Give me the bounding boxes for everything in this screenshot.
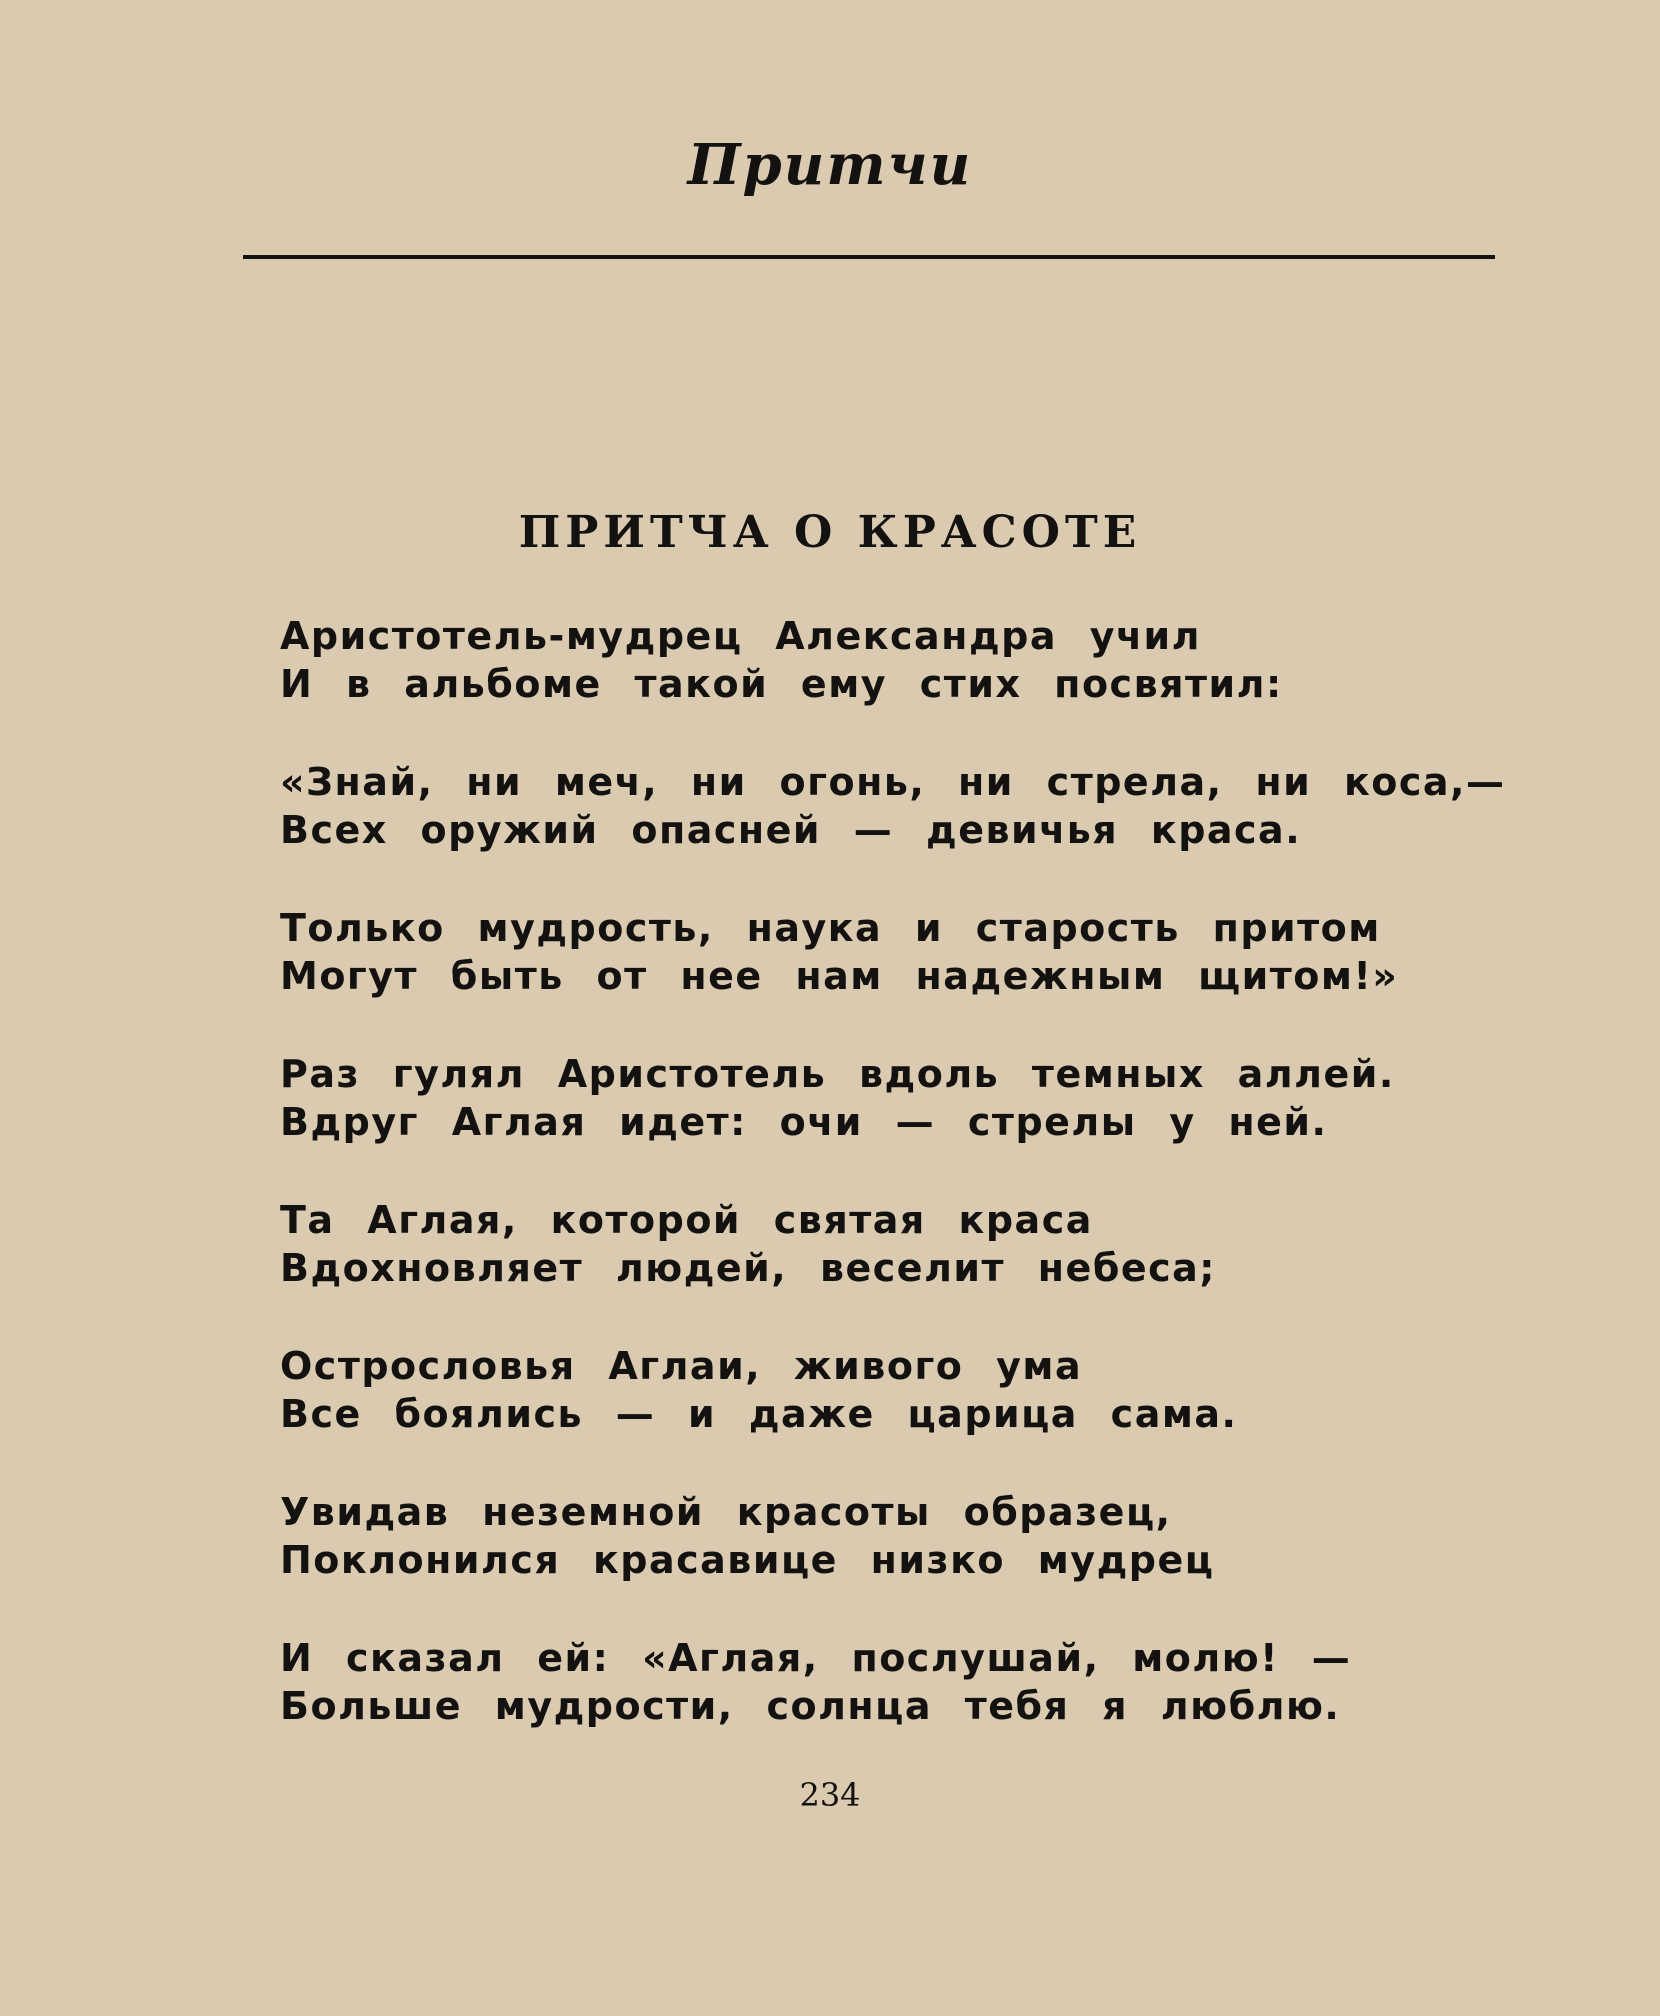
stanza bbox=[280, 1196, 1520, 1292]
stanza bbox=[280, 612, 1520, 708]
stanza bbox=[280, 1050, 1520, 1146]
poem-line: Та Аглая, которой святая краса bbox=[280, 1198, 1093, 1242]
stanza bbox=[280, 1342, 1520, 1438]
stanza bbox=[280, 1634, 1520, 1730]
poem-line: Все боялись — и даже царица сама. bbox=[280, 1392, 1238, 1436]
poem-line: Только мудрость, наука и старость притом bbox=[280, 906, 1381, 950]
poem-line: Увидав неземной красоты образец, bbox=[280, 1490, 1172, 1534]
stanza bbox=[280, 1488, 1520, 1584]
header-rule bbox=[243, 255, 1495, 259]
section-title: Притчи bbox=[687, 132, 973, 198]
poem-line: Аристотель-мудрец Александра учил bbox=[280, 614, 1202, 658]
poem-line: Всех оружий опасней — девичья краса. bbox=[280, 808, 1302, 852]
poem-line: Раз гулял Аристотель вдоль темных аллей. bbox=[280, 1052, 1395, 1096]
poem-title: ПРИТЧА О КРАСОТЕ bbox=[518, 507, 1142, 558]
stanza bbox=[280, 904, 1520, 1000]
poem-line: Вдохновляет людей, веселит небеса; bbox=[280, 1246, 1216, 1290]
poem-line: Вдруг Аглая идет: очи — стрелы у ней. bbox=[280, 1100, 1328, 1144]
poem-line: И сказал ей: «Аглая, послушай, молю! — bbox=[280, 1636, 1352, 1680]
poem-line: Могут быть от нее нам надежным щитом!» bbox=[280, 954, 1399, 998]
page-number: 234 bbox=[799, 1776, 861, 1814]
poem-line: Острословья Аглаи, живого ума bbox=[280, 1344, 1083, 1388]
poem-line: Поклонился красавице низко мудрец bbox=[280, 1538, 1215, 1582]
stanza bbox=[280, 758, 1520, 854]
poem-line: Больше мудрости, солнца тебя я люблю. bbox=[280, 1684, 1341, 1728]
poem-body bbox=[280, 612, 1520, 1780]
poem-line: «Знай, ни меч, ни огонь, ни стрела, ни коса,— bbox=[280, 760, 1506, 804]
poem-line: И в альбоме такой ему стих посвятил: bbox=[280, 662, 1283, 706]
